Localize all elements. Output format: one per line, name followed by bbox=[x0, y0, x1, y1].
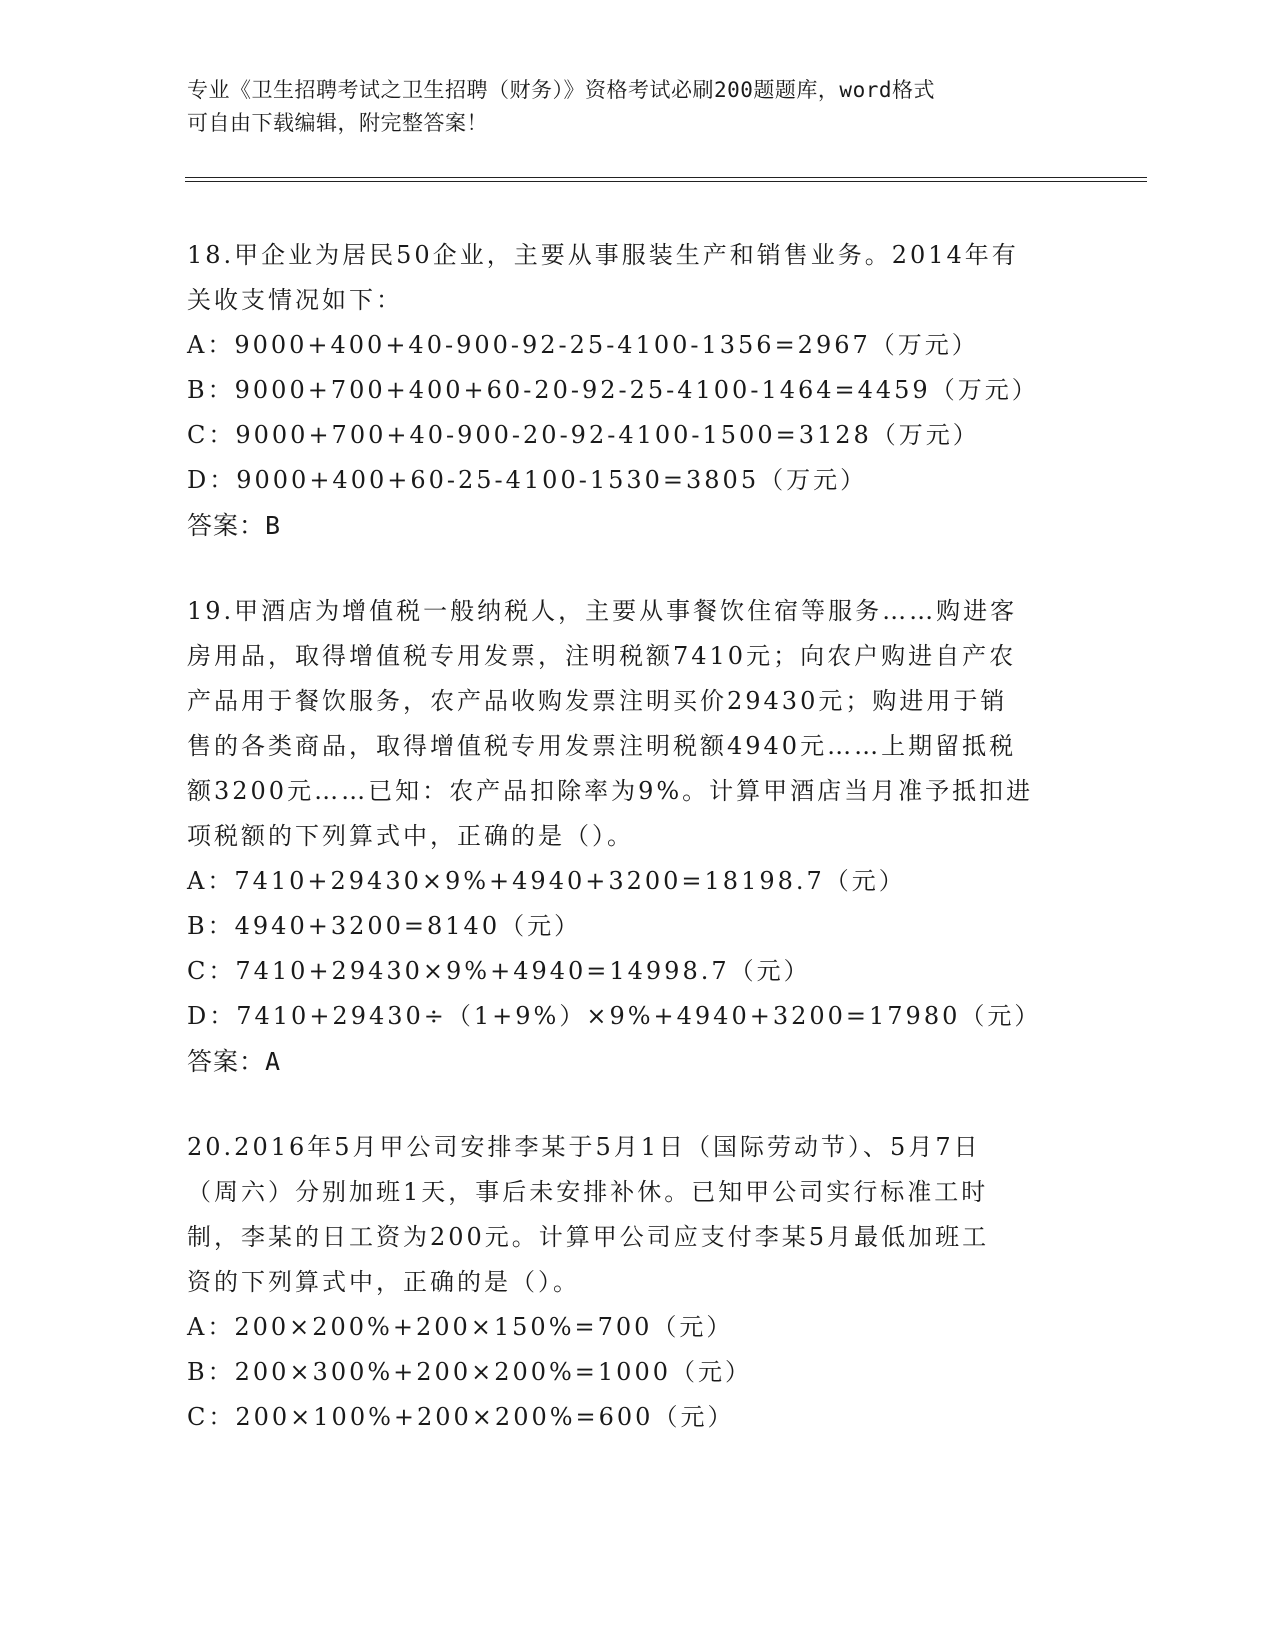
option-d: D：9000+400+60-25-4100-1530=3805（万元） bbox=[187, 466, 868, 494]
option-b: B：4940+3200=8140（元） bbox=[187, 912, 582, 940]
option-c: C：9000+700+40-900-20-92-4100-1500=3128（万元） bbox=[187, 421, 980, 449]
question-stem-line: 产品用于餐饮服务，农产品收购发票注明买价29430元；购进用于销 bbox=[187, 687, 1008, 715]
option-b: B：9000+700+400+60-20-92-25-4100-1464=4459（万元） bbox=[187, 376, 1039, 404]
answer-value: B bbox=[265, 511, 282, 540]
answer-label: 答案： bbox=[187, 511, 266, 540]
question-stem-line: 售的各类商品，取得增值税专用发票注明税额4940元……上期留抵税 bbox=[187, 732, 1017, 760]
answer-value: A bbox=[265, 1047, 282, 1076]
question-20 bbox=[187, 1125, 1087, 1440]
question-18 bbox=[187, 233, 1087, 549]
option-a: A：9000+400+40-900-92-25-4100-1356=2967（万元） bbox=[187, 331, 979, 359]
option-d: D：7410+29430÷（1+9%）×9%+4940+3200=17980（元） bbox=[187, 1002, 1042, 1030]
question-stem-line: 20.2016年5月甲公司安排李某于5月1日（国际劳动节）、5月7日 bbox=[187, 1133, 981, 1161]
question-stem-line: 19.甲酒店为增值税一般纳税人，主要从事餐饮住宿等服务……购进客 bbox=[187, 597, 1018, 625]
header-rule-bottom bbox=[185, 181, 1147, 182]
option-c: C：200×100%+200×200%=600（元） bbox=[187, 1403, 735, 1431]
option-b: B：200×300%+200×200%=1000（元） bbox=[187, 1358, 752, 1386]
answer bbox=[187, 1039, 1087, 1085]
question-stem-line: 制，李某的日工资为200元。计算甲公司应支付李某5月最低加班工 bbox=[187, 1223, 990, 1251]
question-stem-line: 关收支情况如下： bbox=[187, 286, 403, 314]
option-c: C：7410+29430×9%+4940=14998.7（元） bbox=[187, 957, 811, 985]
header-rule-top bbox=[185, 177, 1147, 178]
header-line-1: 专业《卫生招聘考试之卫生招聘（财务）》资格考试必刷200题题库，word格式 bbox=[187, 78, 935, 102]
question-stem-line: 房用品，取得增值税专用发票，注明税额7410元；向农户购进自产农 bbox=[187, 642, 1017, 670]
question-list bbox=[187, 233, 1087, 1480]
answer bbox=[187, 503, 1087, 549]
answer-label: 答案： bbox=[187, 1047, 266, 1076]
header-line-2: 可自由下载编辑，附完整答案！ bbox=[187, 111, 488, 135]
question-stem-line: 额3200元……已知：农产品扣除率为9%。计算甲酒店当月准予抵扣进 bbox=[187, 777, 1034, 805]
question-stem-line: 项税额的下列算式中，正确的是（）。 bbox=[187, 822, 634, 850]
question-19 bbox=[187, 589, 1087, 1085]
document-header bbox=[187, 74, 1067, 140]
question-stem-line: 18.甲企业为居民50企业，主要从事服装生产和销售业务。2014年有 bbox=[187, 241, 1019, 269]
option-a: A：200×200%+200×150%=700（元） bbox=[187, 1313, 734, 1341]
question-stem-line: （周六）分别加班1天，事后未安排补休。已知甲公司实行标准工时 bbox=[187, 1178, 989, 1206]
question-stem-line: 资的下列算式中，正确的是（）。 bbox=[187, 1268, 580, 1296]
option-a: A：7410+29430×9%+4940+3200=18198.7（元） bbox=[187, 867, 906, 895]
